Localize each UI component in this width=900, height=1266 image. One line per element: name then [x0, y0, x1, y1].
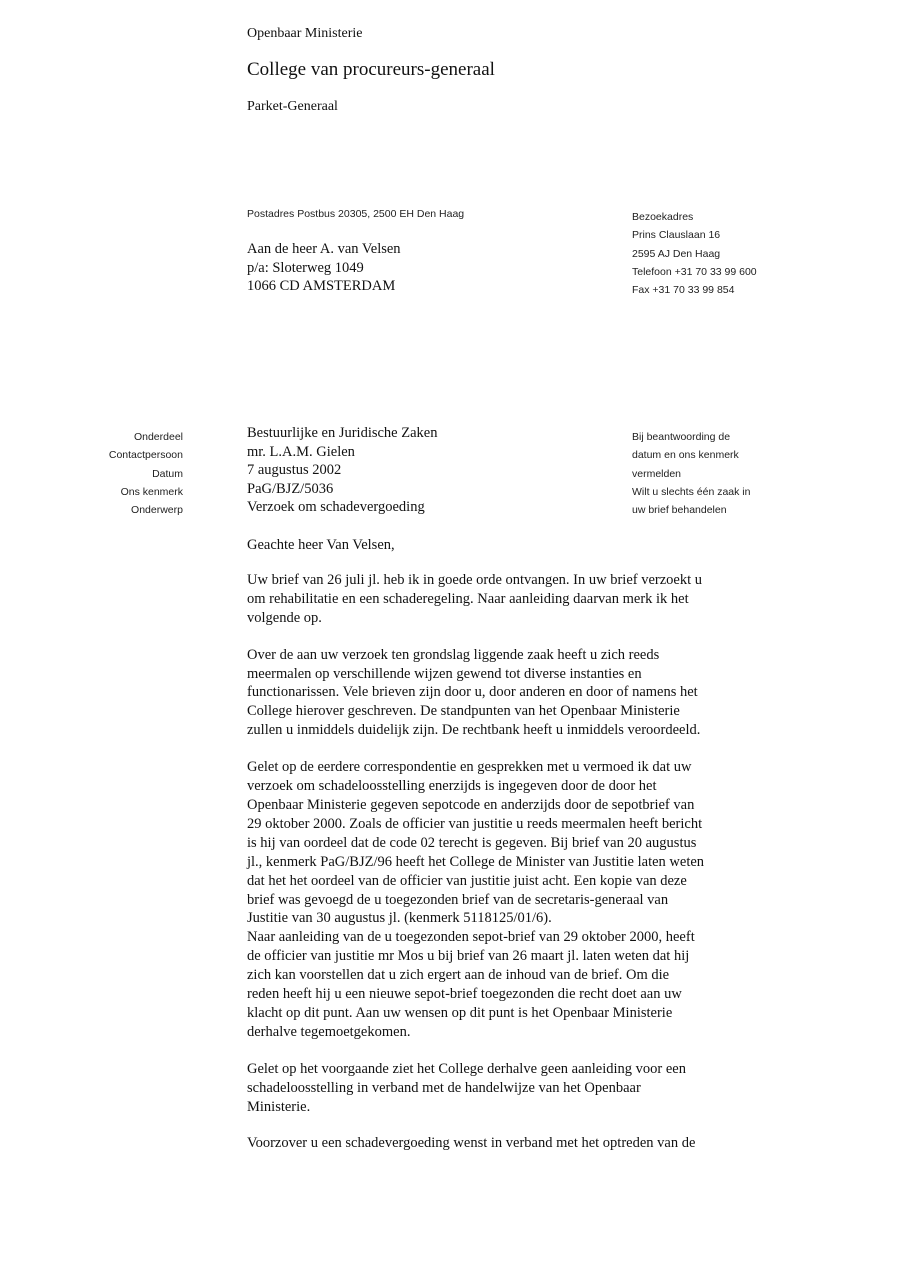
paragraph — [247, 1134, 704, 1153]
paragraph-line: derhalve tegemoetgekomen. — [247, 1023, 411, 1040]
paragraph-line: zich kan voorstellen dat u zich ergert aan de inhoud van de brief. Om die — [247, 967, 670, 984]
meta-value: Verzoek om schadevergoeding — [247, 499, 425, 516]
paragraph-line: Naar aanleiding van de u toegezonden sepot-brief van 29 oktober 2000, heeft — [247, 929, 695, 946]
visit-line: Telefoon +31 70 33 99 600 — [632, 265, 757, 278]
meta-value: PaG/BJZ/5036 — [247, 480, 334, 497]
meta-label: Ons kenmerk — [120, 485, 183, 498]
visit-line: Prins Clauslaan 16 — [632, 229, 721, 242]
note-line: Bij beantwoording de — [632, 431, 731, 443]
meta-value: mr. L.A.M. Gielen — [247, 443, 355, 460]
note-line: vermelden — [632, 467, 682, 480]
meta-value: Bestuurlijke en Juridische Zaken — [247, 425, 438, 441]
paragraph-line: 29 oktober 2000. Zoals de officier van justitie u reeds meermalen heeft bericht — [247, 815, 703, 832]
note-line: datum en ons kenmerk — [632, 449, 739, 462]
address-line: p/a: Sloterweg 1049 — [247, 259, 364, 276]
paragraph-line: dat het het oordeel van de officier van justitie juist acht. Een kopie van deze — [247, 872, 687, 889]
paragraph — [247, 1060, 704, 1117]
paragraph-line: schadeloosstelling in verband met de handelwijze van het Openbaar — [247, 1079, 641, 1096]
visit-address — [632, 208, 757, 299]
letter-body — [247, 536, 704, 1171]
paragraph-line: reden heeft hij u een nieuwe sepot-brief toegezonden die recht doet aan uw — [247, 986, 682, 1003]
paragraph-line: is hij van oordeel dat de code 02 terecht is gegeven. Bij brief van 20 augustus — [247, 834, 697, 851]
meta-label: Onderdeel — [133, 431, 183, 443]
address-line: Aan de heer A. van Velsen — [247, 241, 401, 257]
visit-line: Bezoekadres — [632, 211, 694, 223]
paragraph-line: verzoek om schadeloosstelling enerzijds is ingegeven door de door het — [247, 778, 657, 795]
meta-label: Datum — [152, 467, 183, 480]
meta-label: Contactpersoon — [108, 449, 183, 462]
paragraph-line: om rehabilitatie en een schaderegeling. Naar aanleiding daarvan merk ik het — [247, 590, 689, 607]
note-line: Wilt u slechts één zaak in — [632, 485, 751, 498]
paragraph-line: Uw brief van 26 juli jl. heb ik in goede orde ontvangen. In uw brief verzoekt u — [247, 571, 703, 588]
paragraph-line: Justitie van 30 augustus jl. (kenmerk 5118125/01/6). — [247, 910, 552, 927]
paragraph — [247, 571, 704, 628]
paragraph-line: Gelet op het voorgaande ziet het College derhalve geen aanleiding voor een — [247, 1060, 686, 1077]
paragraph-line: Voorzover u een schadevergoeding wenst in verband met het optreden van de — [247, 1135, 696, 1152]
paragraph-line: functionarissen. Vele brieven zijn door u, door anderen en door of namens het — [247, 684, 698, 701]
meta-label: Onderwerp — [131, 504, 183, 517]
org-name: Openbaar Ministerie — [247, 26, 363, 41]
paragraph-line: Over de aan uw verzoek ten grondslag liggende zaak heeft u zich reeds — [247, 646, 660, 663]
meta-labels — [60, 428, 183, 519]
paragraph-line: volgende op. — [247, 609, 322, 626]
paragraph — [247, 758, 704, 1042]
department: Parket-Generaal — [247, 99, 338, 114]
visit-line: 2595 AJ Den Haag — [632, 247, 721, 260]
paragraph-line: Ministerie. — [247, 1098, 311, 1115]
paragraph-line: brief was gevoegd de u toegezonden brief van de secretaris-generaal van — [247, 891, 669, 908]
address-line: 1066 CD AMSTERDAM — [247, 278, 396, 294]
paragraph-line: Openbaar Ministerie gegeven sepotcode en anderzijds door de sepotbrief van — [247, 796, 695, 813]
paragraph — [247, 646, 704, 741]
paragraph-line: Gelet op de eerdere correspondentie en gesprekken met u vermoed ik dat uw — [247, 759, 692, 776]
recipient-address — [247, 240, 401, 296]
note-line: uw brief behandelen — [632, 504, 727, 517]
meta-value: 7 augustus 2002 — [247, 462, 342, 479]
meta-values — [247, 424, 437, 517]
paragraph-line: de officier van justitie mr Mos u bij brief van 26 maart jl. laten weten dat hij — [247, 948, 690, 965]
postal-address: Postadres Postbus 20305, 2500 EH Den Haag — [247, 208, 465, 220]
reply-note — [632, 428, 750, 519]
salutation: Geachte heer Van Velsen, — [247, 537, 395, 553]
paragraph-line: zullen u inmiddels duidelijk zijn. De rechtbank heeft u inmiddels veroordeeld. — [247, 722, 701, 739]
paragraph-line: meermalen op verschillende wijzen gewend tot diverse instanties en — [247, 665, 642, 682]
paragraph-line: jl., kenmerk PaG/BJZ/96 heeft het College de Minister van Justitie laten weten — [247, 853, 705, 870]
paragraph-line: College hierover geschreven. De standpunten van het Openbaar Ministerie — [247, 703, 680, 720]
paragraph-line: klacht op dit punt. Aan uw wensen op dit punt is het Openbaar Ministerie — [247, 1004, 673, 1021]
college-name: College van procureurs-generaal — [247, 59, 495, 80]
visit-line: Fax +31 70 33 99 854 — [632, 284, 735, 297]
